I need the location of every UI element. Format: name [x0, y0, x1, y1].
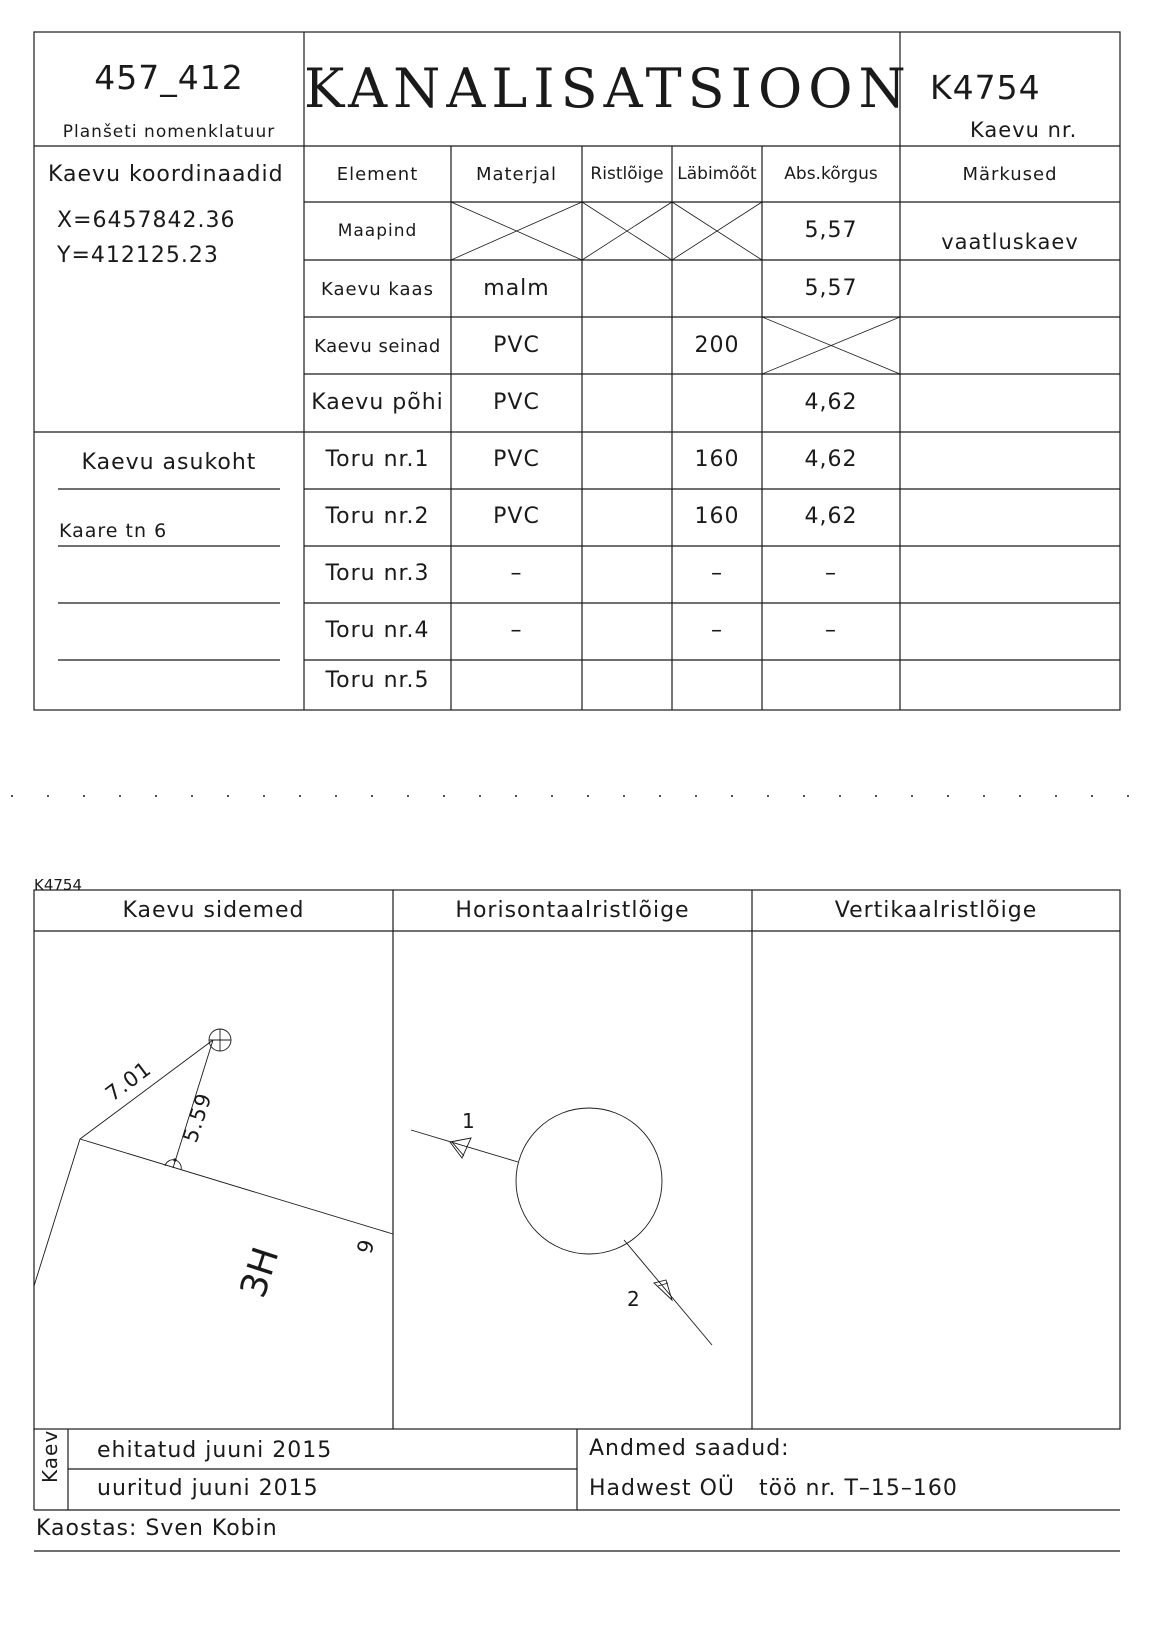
coordinate-x: X=6457842.36	[57, 208, 236, 233]
row-material: PVC	[493, 447, 540, 472]
built-date: ehitatud juuni 2015	[97, 1438, 333, 1463]
row-height: 4,62	[804, 390, 858, 415]
row-height: 4,62	[804, 447, 858, 472]
sheet-label: Planšeti nomenklatuur	[62, 122, 276, 142]
row-element: Toru nr.5	[325, 668, 430, 693]
row-diameter: –	[711, 618, 723, 643]
row-element: Toru nr.3	[325, 561, 430, 586]
pipe-label: 2	[627, 1287, 641, 1311]
building-number: 6	[351, 1236, 378, 1257]
panel-title: Horisontaalristlõige	[455, 898, 690, 923]
dotted-separator	[11, 795, 1129, 797]
column-header: Märkused	[962, 164, 1058, 185]
row-element: Toru nr.2	[325, 504, 430, 529]
panel-title: Kaevu sidemed	[122, 898, 305, 923]
row-notes: vaatluskaev	[941, 230, 1079, 254]
well-number-label: Kaevu nr.	[970, 118, 1078, 142]
location-line: Kaare tn 6	[59, 520, 168, 542]
column-header: Element	[336, 164, 419, 185]
row-material: PVC	[493, 504, 540, 529]
row-height: 5,57	[804, 276, 858, 301]
row-height: 4,62	[804, 504, 858, 529]
sketch-well-number: K4754	[34, 876, 83, 894]
row-material: –	[510, 618, 523, 643]
coordinate-y: Y=412125.23	[57, 243, 219, 268]
author: Kaostas: Sven Kobin	[36, 1516, 278, 1541]
row-material: PVC	[493, 390, 540, 415]
distance-label: 5.59	[178, 1089, 217, 1146]
row-diameter: –	[711, 561, 723, 586]
row-element: Toru nr.4	[325, 618, 430, 643]
row-element: Maapind	[337, 221, 418, 241]
row-material: PVC	[493, 333, 540, 358]
coordinates-label: Kaevu koordinaadid	[48, 162, 284, 187]
kaev-label: Kaev	[38, 1429, 62, 1483]
column-header: Ristlõige	[590, 164, 664, 184]
page-title: KANALISATSIOON	[304, 57, 912, 120]
column-header: Materjal	[475, 164, 558, 185]
row-element: Toru nr.1	[325, 447, 430, 472]
row-element: Kaevu põhi	[311, 390, 444, 415]
ties-sketch	[34, 1029, 393, 1286]
well-number: K4754	[930, 68, 1041, 107]
row-material: malm	[483, 276, 550, 301]
row-height: –	[825, 618, 837, 643]
column-header: Läbimõõt	[677, 164, 757, 184]
sketch-frame	[34, 890, 1120, 1429]
row-element: Kaevu kaas	[321, 279, 434, 300]
column-header: Abs.kõrgus	[784, 164, 878, 184]
pipe-label: 1	[462, 1109, 476, 1133]
row-material: –	[510, 561, 523, 586]
row-element: Kaevu seinad	[314, 336, 441, 357]
row-height: 5,57	[804, 218, 858, 243]
row-diameter: 160	[694, 447, 740, 472]
data-source: Hadwest OÜ töö nr. T–15–160	[589, 1476, 958, 1501]
row-diameter: 160	[694, 504, 740, 529]
horizontal-section	[411, 1108, 712, 1345]
panel-title: Vertikaalristlõige	[834, 898, 1038, 923]
distance-label: 7.01	[101, 1056, 156, 1107]
building-label: 3H	[233, 1242, 288, 1303]
location-label: Kaevu asukoht	[81, 450, 257, 475]
sheet-number: 457_412	[94, 58, 244, 97]
row-height: –	[825, 561, 837, 586]
surveyed-date: uuritud juuni 2015	[97, 1476, 319, 1501]
row-diameter: 200	[694, 333, 740, 358]
data-source-label: Andmed saadud:	[589, 1436, 790, 1461]
